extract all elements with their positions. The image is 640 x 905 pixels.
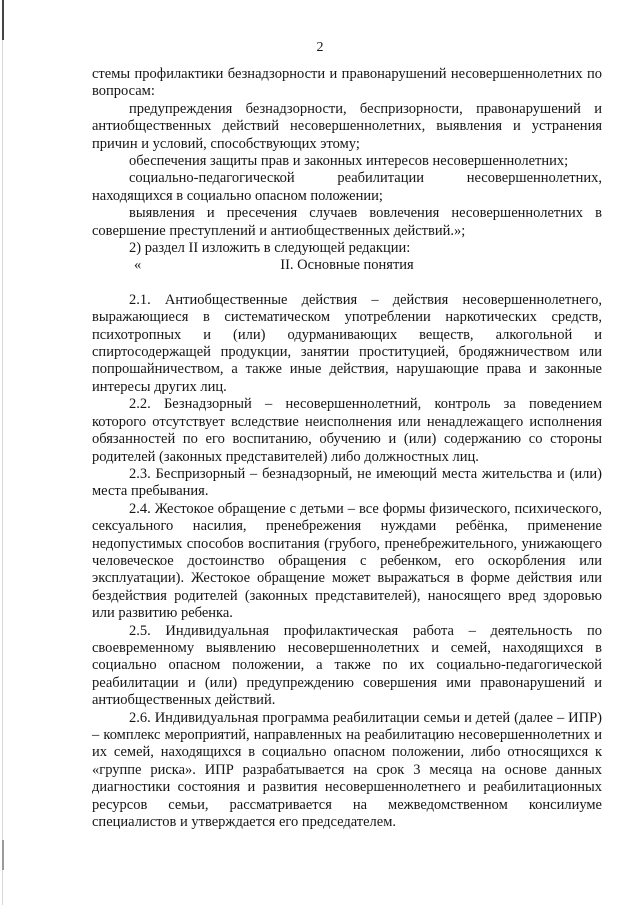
definition-2-6: 2.6. Индивидуальная программа реабилитации семьи и детей (далее – ИПР) – комплекс мероприятий, направленных на реабилитацию несовершеннолетних и их семей, находящихся в социально опасном положении, либо относящихся к «группе риска». ИПР разрабатывается на срок 3 месяца на основе данных диагностики состояния и развития несовершеннолетнего и реабилитационных ресурсов семьи, рассматривается на межведомственном консилиуме специалистов и утверждается его председателем. xyxy=(92,709,602,831)
definition-2-3: 2.3. Беспризорный – безнадзорный, не имеющий места жительства и (или) места пребывания. xyxy=(92,465,602,500)
definition-2-2: 2.2. Безнадзорный – несовершеннолетний, контроль за поведением которого отсутствует вследствие неисполнения или ненадлежащего исполнения обязанностей по его воспитанию, обучению и (или) содержанию со стороны родителей (законных представителей) либо должностных лиц. xyxy=(92,396,602,465)
scan-edge-line xyxy=(2,0,3,905)
intro-paragraph-continuation: стемы профилактики безнадзорности и правонарушений несовершеннолетних по вопросам: xyxy=(92,66,602,100)
intro-item-rights-protection: обеспечения защиты прав и законных интересов несовершеннолетних; xyxy=(129,153,569,170)
section-heading-row xyxy=(92,257,602,274)
definition-2-5: 2.5. Индивидуальная профилактическая работа – деятельность по своевременному выявлению несовершеннолетних и семей, находящихся в социально опасном положении, а также по их социально-педагогической реабилитации и (или) предупреждению совершения ими правонарушений и антиобщественных действий. xyxy=(92,622,602,709)
document-body xyxy=(92,66,602,831)
page-number: 2 xyxy=(316,40,324,55)
spacer xyxy=(92,275,602,292)
intro-item-rehabilitation: социально-педагогической реабилитации несовершеннолетних, находящихся в социально опасном положении; xyxy=(92,170,602,204)
scan-edge-mark-bottom xyxy=(2,840,4,870)
scan-edge-mark-top xyxy=(2,0,4,40)
intro-item-crime-involvement: выявления и пресечения случаев вовлечения несовершеннолетних в совершение преступлений и антиобщественных действий.»; xyxy=(92,205,602,239)
section-title: II. Основные понятия xyxy=(280,257,414,274)
amendment-instruction: 2) раздел II изложить в следующей редакции: xyxy=(129,240,411,257)
definition-2-4: 2.4. Жестокое обращение с детьми – все формы физического, психического, сексуального насилия, пренебрежения нуждами ребёнка, применение недопустимых способов воспитания (грубого, пренебрежительного, унижающего человеческое достоинство обращения с ребенком, его оскорбления или эксплуатации). Жестокое обращение может выражаться в форме действия или бездействия родителей (законных представителей), наносящего вред здоровью или развитию ребенка. xyxy=(92,500,602,622)
definition-2-1: 2.1. Антиобщественные действия – действия несовершеннолетнего, выражающиеся в систематическом употреблении наркотических средств, психотропных и (или) одурманивающих веществ, алкогольной и спиртосодержащей продукции, занятии проституцией, бродяжничеством или попрошайничеством, а также иные действия, нарушающие права и законные интересы других лиц. xyxy=(92,291,602,395)
intro-item-prevention: предупреждения безнадзорности, беспризорности, правонарушений и антиобщественных действий несовершеннолетних, выявления и устранения причин и условий, способствующих этому; xyxy=(92,100,602,152)
opening-quote: « xyxy=(134,257,142,274)
